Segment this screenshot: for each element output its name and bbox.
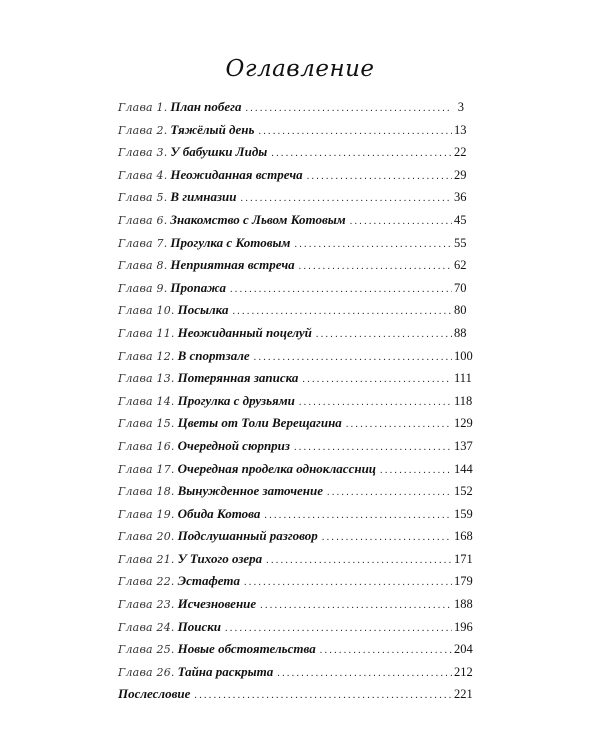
toc-entry xyxy=(118,525,473,548)
toc-entry xyxy=(118,638,473,661)
toc-entry-leader-dots xyxy=(258,121,452,144)
toc-entry-title: У Тихого озера xyxy=(177,550,263,566)
toc-entry-chapter-number: Глава 2. xyxy=(118,123,168,137)
toc-entry xyxy=(118,209,467,232)
toc-entry-leader-dots xyxy=(350,211,452,234)
toc-entry-title: Тяжёлый день xyxy=(170,121,255,137)
toc-entry-chapter-number: Глава 21. xyxy=(118,552,175,566)
toc-entry-page-number: 188 xyxy=(454,597,473,612)
toc-entry-chapter-number: Глава 22. xyxy=(118,575,175,589)
toc-entry xyxy=(118,299,467,322)
toc-entry-page-number: 196 xyxy=(454,619,473,634)
toc-entry-title: Прогулка с Котовым xyxy=(170,234,291,250)
toc-entry xyxy=(118,570,473,593)
toc-entry-page-number: 221 xyxy=(454,687,473,702)
toc-entry-page-number: 179 xyxy=(454,574,473,589)
toc-entry-leader-dots xyxy=(327,482,452,505)
toc-entry-title: Прогулка с друзьями xyxy=(177,392,295,408)
toc-entry xyxy=(118,232,467,255)
toc-entry-page-number: 36 xyxy=(454,190,467,205)
toc-entry xyxy=(118,96,464,119)
toc-entry-leader-dots xyxy=(299,392,452,415)
toc-entry-chapter-number: Глава 7. xyxy=(118,236,168,250)
toc-entry-leader-dots xyxy=(245,98,452,121)
toc-entry-title: В гимназии xyxy=(170,189,237,205)
toc-entry-title: Новые обстоятельства xyxy=(177,641,316,657)
toc-entry-page-number: 100 xyxy=(454,348,473,363)
toc-entry xyxy=(118,390,473,413)
toc-entry-page-number: 137 xyxy=(454,438,473,453)
toc-entry xyxy=(118,661,473,684)
toc-entry-leader-dots xyxy=(380,460,452,483)
toc-entry-chapter-number: Глава 8. xyxy=(118,259,168,273)
toc-entry-leader-dots xyxy=(232,301,452,324)
toc-entry-page-number: 13 xyxy=(454,122,467,137)
toc-entry-page-number: 45 xyxy=(454,212,467,227)
toc-entry-page-number: 88 xyxy=(454,325,467,340)
toc-entry-chapter-number: Глава 18. xyxy=(118,485,175,499)
toc-entry-leader-dots xyxy=(266,550,452,573)
toc-entry-leader-dots xyxy=(299,256,452,279)
toc-entry-leader-dots xyxy=(254,347,452,370)
toc-entry-title: План побега xyxy=(170,99,242,114)
toc-entry-chapter-number: Глава 1. xyxy=(118,101,168,114)
toc-entry xyxy=(118,548,473,571)
toc-entry xyxy=(118,254,467,277)
toc-entry-title: Неожиданная встреча xyxy=(170,166,303,182)
toc-entry-page-number: 129 xyxy=(454,416,473,431)
toc-entry-page-number: 3 xyxy=(457,100,464,114)
toc-entry-page-number: 80 xyxy=(454,303,467,318)
toc-entry-leader-dots xyxy=(260,595,452,618)
toc-entry-chapter-number: Глава 16. xyxy=(118,439,175,453)
toc-entry-leader-dots xyxy=(241,188,452,211)
toc-entry-title: Очередная проделка одноклассниц xyxy=(177,460,377,476)
toc-entry xyxy=(118,345,473,368)
toc-entry-page-number: 159 xyxy=(454,506,473,521)
toc-entry xyxy=(118,277,467,300)
toc-entry xyxy=(118,186,467,209)
toc-entry-title: Подслушанный разговор xyxy=(177,528,318,544)
toc-entry-leader-dots xyxy=(346,414,452,437)
toc-entry-page-number: 118 xyxy=(454,393,473,408)
toc-entry xyxy=(118,458,473,481)
toc-entry xyxy=(118,322,467,345)
toc-entry-leader-dots xyxy=(294,234,452,257)
toc-entry-chapter-number: Глава 6. xyxy=(118,213,168,227)
toc-entry xyxy=(118,683,473,706)
toc-entry-title: Цветы от Толи Верещагина xyxy=(177,415,342,431)
toc-entry-leader-dots xyxy=(320,640,452,663)
toc-entry-chapter-number: Глава 11. xyxy=(118,326,175,340)
toc-entry-title: Неприятная встреча xyxy=(170,257,295,273)
toc-entry-chapter-number: Глава 23. xyxy=(118,598,175,612)
toc-entry-page-number: 204 xyxy=(454,642,473,657)
toc-entry-title: Знакомство с Львом Котовым xyxy=(170,211,346,227)
toc-title: Оглавление xyxy=(225,56,375,82)
toc-entry xyxy=(118,480,473,503)
toc-entry-leader-dots xyxy=(322,527,452,550)
toc-entry-chapter-number: Глава 26. xyxy=(118,665,175,679)
toc-entry-leader-dots xyxy=(307,166,452,189)
toc-entry xyxy=(118,164,467,187)
toc-entry-leader-dots xyxy=(277,663,452,686)
toc-entry-page-number: 212 xyxy=(454,664,473,679)
toc-entry-chapter-number: Глава 13. xyxy=(118,372,175,386)
toc-entry-chapter-number: Глава 25. xyxy=(118,643,175,657)
toc-entry-chapter-number: Глава 15. xyxy=(118,417,175,431)
toc-entry-leader-dots xyxy=(302,369,452,392)
toc-entry-chapter-number: Глава 9. xyxy=(118,281,168,295)
toc-entry-leader-dots xyxy=(230,279,452,302)
toc-entry xyxy=(118,367,472,390)
toc-entry-chapter-number: Глава 5. xyxy=(118,191,168,205)
toc-entry xyxy=(118,593,473,616)
toc-entry-title: Потерянная записка xyxy=(177,370,299,386)
toc-entry xyxy=(118,503,473,526)
toc-entry-page-number: 152 xyxy=(454,484,473,499)
toc-entry-title: Поиски xyxy=(177,618,222,634)
toc-entry-chapter-number: Глава 12. xyxy=(118,349,175,363)
toc-entry xyxy=(118,141,467,164)
toc-entry-chapter-number: Глава 19. xyxy=(118,507,175,521)
toc-entry-title: Эстафета xyxy=(177,573,240,589)
toc-entry-page-number: 144 xyxy=(454,461,473,476)
toc-entry-title: Очередной сюрприз xyxy=(177,437,290,453)
toc-entry-title: Исчезновение xyxy=(177,596,257,612)
toc-entry-page-number: 111 xyxy=(454,371,472,386)
toc-entry-chapter-number: Глава 24. xyxy=(118,620,175,634)
toc-entry-title: Обида Котова xyxy=(177,505,261,521)
toc-entry-page-number: 171 xyxy=(454,551,473,566)
toc-entry-page-number: 29 xyxy=(454,167,467,182)
toc-entry-title: Вынужденное заточение xyxy=(177,483,324,499)
toc-entry-chapter-number: Глава 20. xyxy=(118,530,175,544)
toc-entry-leader-dots xyxy=(244,572,452,595)
toc-entry xyxy=(118,119,467,142)
toc-entry-page-number: 22 xyxy=(454,145,467,160)
toc-entry-leader-dots xyxy=(271,143,452,166)
toc-entry-title: Неожиданный поцелуй xyxy=(177,324,312,340)
toc-entry-chapter-number: Глава 4. xyxy=(118,168,168,182)
toc-entry-leader-dots xyxy=(194,685,452,708)
toc-entry-page-number: 168 xyxy=(454,529,473,544)
toc-list xyxy=(118,96,473,706)
toc-entry xyxy=(118,616,473,639)
toc-entry-leader-dots xyxy=(264,505,452,528)
toc-entry-title: Посылка xyxy=(177,302,229,318)
toc-entry-title: Послесловие xyxy=(118,686,191,702)
toc-entry-chapter-number: Глава 17. xyxy=(118,462,175,476)
toc-entry-page-number: 70 xyxy=(454,280,467,295)
toc-entry-title: В спортзале xyxy=(177,347,250,363)
toc-entry-leader-dots xyxy=(294,437,452,460)
toc-entry-page-number: 55 xyxy=(454,235,467,250)
toc-entry xyxy=(118,412,473,435)
toc-entry-page-number: 62 xyxy=(454,258,467,273)
toc-entry-chapter-number: Глава 3. xyxy=(118,146,168,160)
toc-entry-title: У бабушки Лиды xyxy=(170,144,268,160)
toc-entry-leader-dots xyxy=(225,618,452,641)
toc-entry-title: Пропажа xyxy=(170,279,226,295)
toc-entry-chapter-number: Глава 14. xyxy=(118,394,175,408)
toc-entry xyxy=(118,435,473,458)
toc-entry-title: Тайна раскрыта xyxy=(177,663,274,679)
toc-entry-chapter-number: Глава 10. xyxy=(118,304,175,318)
toc-entry-leader-dots xyxy=(316,324,452,347)
